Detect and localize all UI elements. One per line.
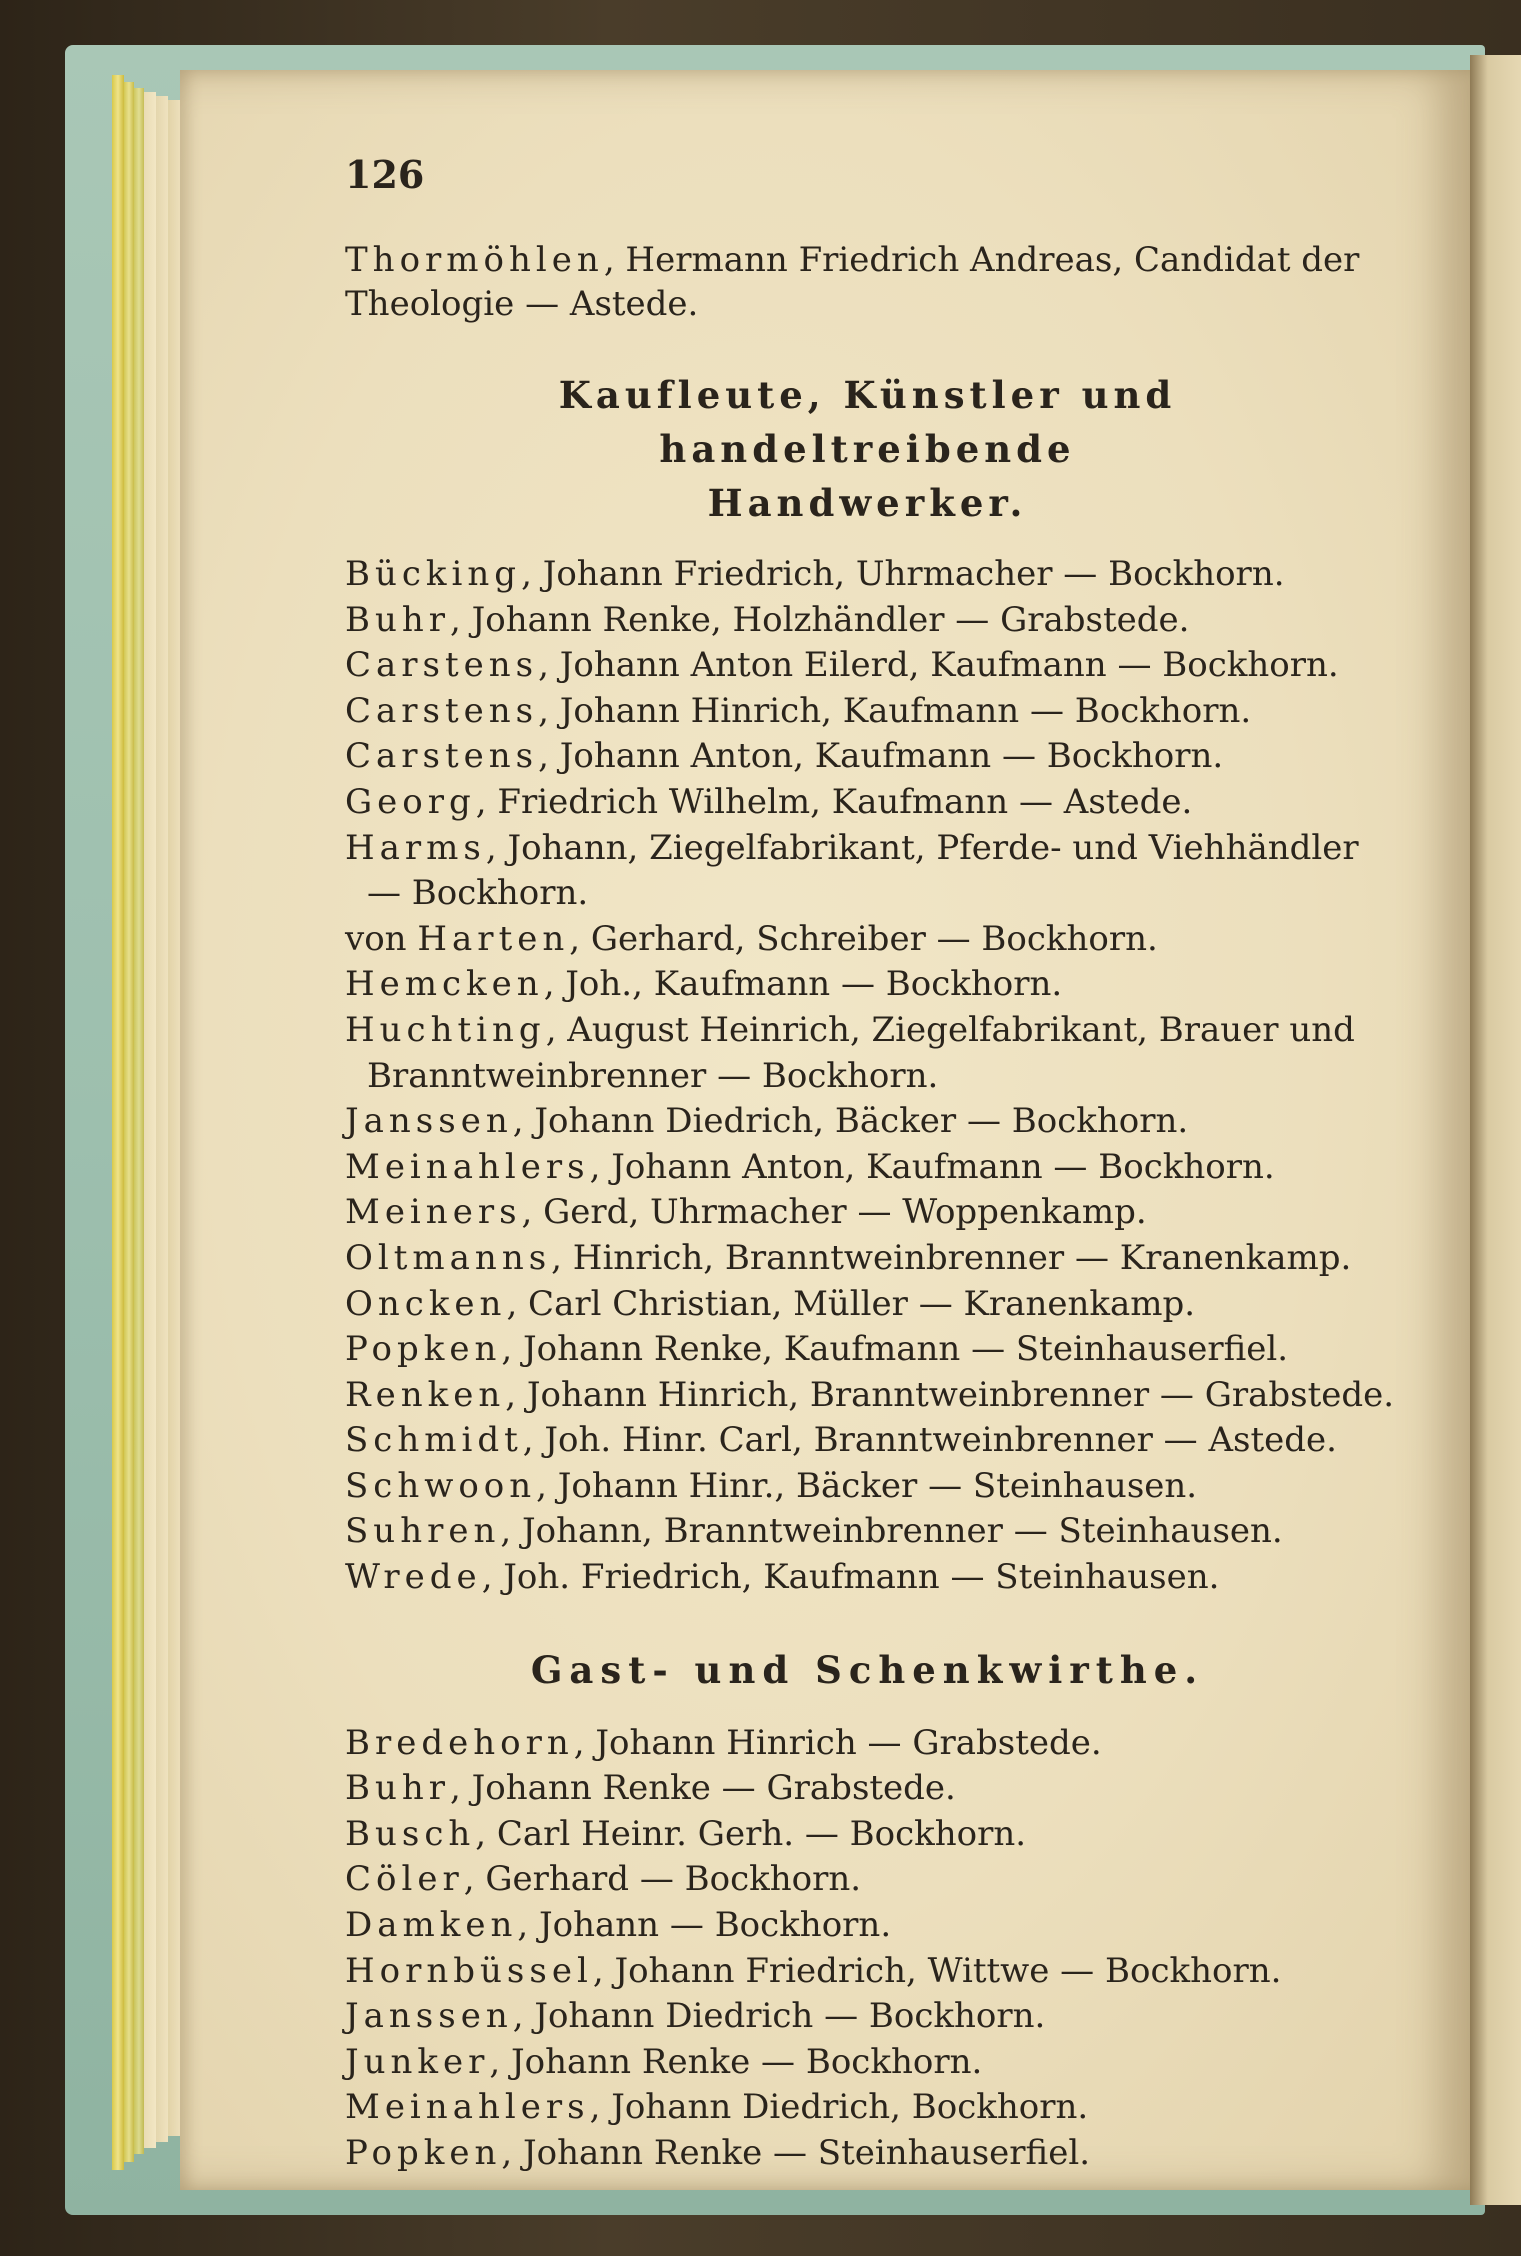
list-item <box>345 917 1390 963</box>
entry-text: , Joh. Hinr. Carl, Branntweinbrenner — Astede. <box>522 1420 1337 1461</box>
entry-text: , Johann Anton Eilerd, Kaufmann — Bockhorn. <box>538 645 1339 686</box>
entry-text: , Johann, Ziegelfabrikant, Pferde- und Viehhändler <box>485 827 1359 868</box>
entry-text: , Johann Renke, Holzhändler — Grabstede. <box>450 599 1190 640</box>
entry-surname: Buhr <box>345 1768 451 1809</box>
entry-text: , Johann Diedrich, Bäcker — Bockhorn. <box>512 1101 1189 1142</box>
entry-surname: Carstens <box>345 645 539 686</box>
list-item <box>345 1373 1395 1419</box>
list-item <box>345 1464 1390 1510</box>
entry-surname: Meinahlers <box>345 2087 590 2128</box>
entry-text: , Johann, Branntweinbrenner — Steinhausen. <box>500 1511 1283 1552</box>
entry-surname: Meinahlers <box>345 1146 590 1187</box>
list-item <box>345 1903 1390 1949</box>
entry-text: , Johann Hinrich — Grabstede. <box>573 1722 1102 1763</box>
entry-text: , Joh. Friedrich, Kaufmann — Steinhausen. <box>481 1557 1220 1598</box>
entry-surname: Bücking <box>345 554 522 594</box>
list-item <box>345 1857 1390 1903</box>
entry-text: , Johann Renke — Bockhorn. <box>489 2041 983 2082</box>
list-item <box>345 1190 1390 1236</box>
section-title-merchants <box>345 368 1390 530</box>
entry-text: , Gerhard — Bockhorn. <box>463 1859 862 1900</box>
entry-text: , Gerhard, Schreiber — Bockhorn. <box>569 918 1158 959</box>
entry-surname: Buhr <box>345 599 451 640</box>
entry-surname: Renken <box>345 1374 506 1415</box>
entry-surname: Schwoon <box>345 1465 537 1506</box>
list-item <box>345 1812 1390 1858</box>
list-item <box>345 1721 1390 1767</box>
entry-surname: Harten <box>417 918 570 959</box>
list-item <box>345 1418 1390 1464</box>
entry-surname: Wrede <box>345 1557 482 1598</box>
list-item <box>345 1766 1390 1812</box>
list-item <box>345 598 1390 644</box>
list-item <box>345 826 1390 872</box>
section-title-line: Kaufleute, Künstler und handeltreibende <box>558 373 1177 471</box>
list-item <box>345 1555 1390 1601</box>
list-item <box>345 1054 1390 1100</box>
entry-surname: Oltmanns <box>345 1237 552 1278</box>
list-item <box>345 552 1390 598</box>
entry-surname: Suhren <box>345 1511 501 1552</box>
entry-surname: Hornbüssel <box>345 1950 593 1991</box>
entry-line <box>345 238 1390 282</box>
entry-text: , Johann Anton, Kaufmann — Bockhorn. <box>589 1146 1275 1187</box>
list-item <box>345 2131 1390 2177</box>
entry-surname: Carstens <box>345 736 539 777</box>
innkeepers-list <box>345 1721 1390 2177</box>
list-item <box>345 2040 1390 2086</box>
entry-surname: Janssen <box>345 1101 513 1142</box>
page-number: 126 <box>345 152 425 197</box>
merchants-list <box>345 552 1395 1601</box>
list-item <box>345 780 1390 826</box>
entry-text: , Joh., Kaufmann — Bockhorn. <box>543 964 1063 1005</box>
list-item <box>345 1145 1390 1191</box>
entry-text: — Bockhorn. <box>367 873 589 914</box>
facing-page <box>1470 55 1521 2205</box>
entry-text: , Johann Renke — Steinhauserfiel. <box>501 2133 1091 2173</box>
entry-surname: Bredehorn <box>345 1722 574 1763</box>
entry-text: , Johann Renke — Grabstede. <box>450 1768 956 1809</box>
entry-surname: Harms <box>345 827 486 868</box>
entry-surname: Popken <box>345 1329 502 1370</box>
list-item <box>345 1282 1390 1328</box>
entry-text: , Johann Hinrich, Branntweinbrenner — Grabstede. <box>505 1374 1395 1415</box>
entry-text: , Hermann Friedrich Andreas, Candidat der <box>603 240 1360 280</box>
entry-surname: Junker <box>345 2041 490 2082</box>
entry-text: , Johann Renke, Kaufmann — Steinhauserfiel. <box>501 1329 1289 1370</box>
entry-text: , Johann Diedrich, Bockhorn. <box>589 2087 1089 2128</box>
list-item <box>345 1949 1390 1995</box>
entry-surname: Georg <box>345 781 476 822</box>
page-edge <box>156 96 168 2142</box>
entry-text: , Gerd, Uhrmacher — Woppenkamp. <box>521 1192 1147 1233</box>
entry-text: , Johann Hinr., Bäcker — Steinhausen. <box>536 1465 1198 1506</box>
list-item <box>345 643 1390 689</box>
intro-entry <box>345 238 1390 326</box>
list-item <box>345 2085 1390 2131</box>
page-edge <box>124 82 134 2162</box>
list-item <box>345 689 1390 735</box>
entry-text: , Carl Christian, Müller — Kranenkamp. <box>506 1283 1196 1324</box>
list-item <box>345 871 1390 917</box>
list-item <box>345 734 1390 780</box>
entry-text: , August Heinrich, Ziegelfabrikant, Brauer und <box>545 1009 1355 1050</box>
entry-surname: Busch <box>345 1813 476 1854</box>
page-edge <box>168 100 180 2136</box>
entry-text: , Johann Friedrich, Uhrmacher — Bockhorn. <box>521 554 1285 594</box>
list-item <box>345 1994 1390 2040</box>
list-item <box>345 1099 1390 1145</box>
entry-surname: Schmidt <box>345 1420 523 1461</box>
list-item <box>345 1327 1390 1373</box>
entry-surname: Damken <box>345 1905 518 1946</box>
entry-surname: Thormöhlen <box>345 240 604 280</box>
list-item <box>345 1509 1390 1555</box>
entry-line <box>345 282 1390 326</box>
page-edge <box>112 75 124 2170</box>
entry-text: , Johann Hinrich, Kaufmann — Bockhorn. <box>538 690 1252 731</box>
entry-surname: Hemcken <box>345 964 544 1005</box>
page-text <box>345 150 1395 2177</box>
entry-surname: Popken <box>345 2133 502 2173</box>
entry-surname: Oncken <box>345 1283 507 1324</box>
entry-surname: Huchting <box>345 1009 546 1050</box>
entry-prefix: von <box>345 918 418 959</box>
list-item <box>345 1236 1390 1282</box>
entry-surname: Cöler <box>345 1859 464 1900</box>
entry-text: , Friedrich Wilhelm, Kaufmann — Astede. <box>475 781 1193 822</box>
page-edge <box>134 88 144 2154</box>
section-title-line: Handwerker. <box>707 481 1028 525</box>
page-edge <box>144 92 156 2148</box>
entry-text: , Johann Friedrich, Wittwe — Bockhorn. <box>592 1950 1282 1991</box>
list-item <box>345 1008 1390 1054</box>
entry-text: Branntweinbrenner — Bockhorn. <box>367 1055 939 1096</box>
entry-text: , Johann — Bockhorn. <box>517 1905 892 1946</box>
entry-surname: Carstens <box>345 690 539 731</box>
entry-text: , Johann Diedrich — Bockhorn. <box>512 1996 1046 2037</box>
entry-text: , Hinrich, Branntweinbrenner — Kranenkamp. <box>551 1237 1352 1278</box>
entry-text: , Carl Heinr. Gerh. — Bockhorn. <box>475 1813 1027 1854</box>
list-item <box>345 962 1390 1008</box>
entry-surname: Janssen <box>345 1996 513 2037</box>
entry-surname: Meiners <box>345 1192 522 1233</box>
section-title-innkeepers: Gast- und Schenkwirthe. <box>530 1647 1205 1692</box>
entry-text: Theologie — Astede. <box>345 284 699 324</box>
entry-text: , Johann Anton, Kaufmann — Bockhorn. <box>538 736 1224 777</box>
